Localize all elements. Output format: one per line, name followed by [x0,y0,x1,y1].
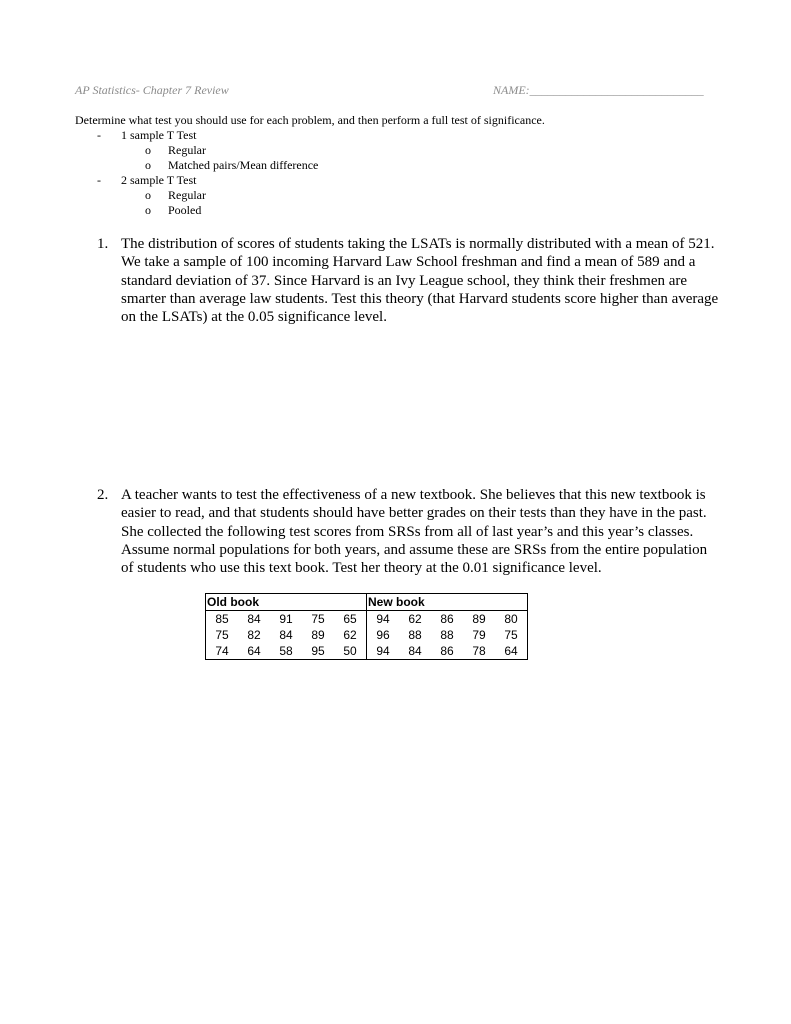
new-book-header: New book [367,594,528,611]
outline-subitem-label: Regular [168,143,206,157]
outline-subitem-label: Pooled [168,203,202,217]
table-cell: 75 [311,612,325,626]
page-header [75,83,720,101]
table-cell: 88 [408,628,422,642]
table-cell: 89 [311,628,325,642]
table-cell: 58 [279,644,293,658]
problem-text: A teacher wants to test the effectiveness of a new textbook. She believes that this new textbook is easier to read, and that students should have better grades on their tests than they have in the past. She collected the following test scores from SRSs from all of last year’s and this year’s classes. Assume normal populations for both years, and assume these are SRSs from the entire population of students who use this text book. Test her theory at the 0.01 significance level. [121,487,708,577]
outline-subitem-label: Regular [168,188,206,202]
table-cell: 80 [504,612,518,626]
instructions: Determine what test you should use for each problem, and then perform a full test of significance. [75,113,545,127]
table-cell: 91 [279,612,293,626]
table-cell: 75 [504,628,518,642]
table-cell: 74 [215,644,229,658]
table-cell: 84 [408,644,422,658]
problem-1 [97,235,722,326]
table-cell: 84 [279,628,293,642]
table-cell: 64 [504,644,518,658]
table-cell: 96 [367,627,400,643]
table-cell: 75 [215,628,229,642]
table-row [206,627,528,643]
old-book-header: Old book [206,594,367,611]
table-cell: 82 [247,628,261,642]
circle-bullet: o [145,203,151,217]
outline-item-label: 2 sample T Test [121,173,197,187]
table-cell: 78 [472,644,486,658]
test-scores-table [205,593,528,660]
outline-subitem-label: Matched pairs/Mean difference [168,158,319,172]
outline-item-label: 1 sample T Test [121,128,197,142]
circle-bullet: o [145,158,151,172]
problem-2 [97,486,722,577]
table-cell: 50 [343,644,357,658]
problem-number: 2. [97,487,109,503]
dash-bullet: - [97,173,101,187]
table-cell: 88 [440,628,454,642]
table-row [206,611,528,628]
table-cell: 79 [472,628,486,642]
table-cell: 85 [215,612,229,626]
table-cell: 65 [343,612,357,626]
table-cell: 84 [247,612,261,626]
table-cell: 86 [440,612,454,626]
name-line: NAME:_____________________________ [493,83,704,97]
table-cell: 95 [311,644,325,658]
table-cell: 86 [440,644,454,658]
table-cell: 62 [408,612,422,626]
dash-bullet: - [97,128,101,142]
worksheet-title: AP Statistics- Chapter 7 Review [75,83,229,97]
problem-number: 1. [97,236,109,252]
circle-bullet: o [145,188,151,202]
circle-bullet: o [145,143,151,157]
problem-text: The distribution of scores of students taking the LSATs is normally distributed with a mean of 521. We take a sample of 100 incoming Harvard Law School freshman and find a mean of 589 and a standard deviation of 37. Since Harvard is an Ivy League school, they think their freshmen are smarter than average law students. Test this theory (that Harvard students score higher than average on the LSATs) at the 0.05 significance level. [121,236,719,326]
table-row [206,643,528,660]
table-header-row [206,594,528,611]
table-cell: 64 [247,644,261,658]
table-cell: 62 [343,628,357,642]
table-cell: 94 [367,611,400,628]
table-cell: 94 [367,643,400,660]
table-cell: 89 [472,612,486,626]
